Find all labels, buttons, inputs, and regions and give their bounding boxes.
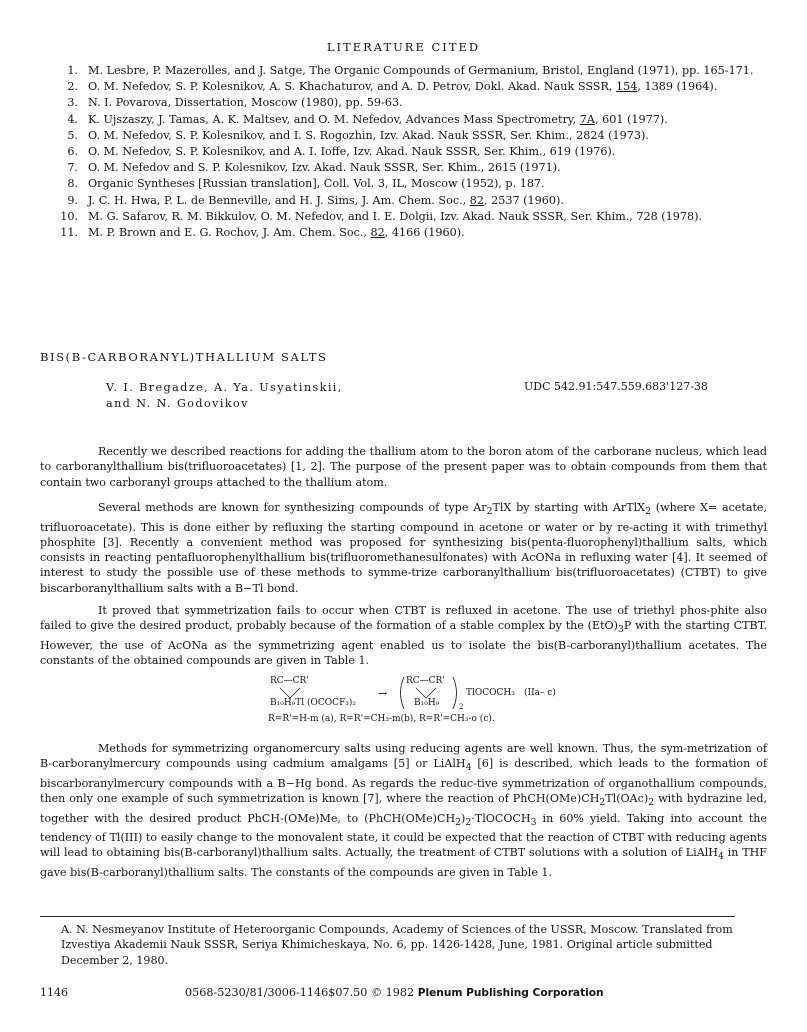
scheme-reactant-top: RC—CR' xyxy=(270,676,309,686)
reference-item xyxy=(40,193,770,208)
reference-item xyxy=(40,79,770,94)
reference-text-part: O. M. Nefedov, S. P. Kolesnikov, A. S. Khachaturov, and A. D. Petrov, Dokl. Akad. Nauk SSSR, xyxy=(88,80,616,94)
reference-text xyxy=(88,225,770,240)
scheme-compound-label: (IIa– c) xyxy=(524,688,556,698)
reference-text: O. M. Nefedov, S. P. Kolesnikov, and I. S. Rogozhin, Izv. Akad. Nauk SSSR, Ser. Khim., 2824 (1973). xyxy=(88,128,649,142)
publication-info xyxy=(185,986,604,999)
scheme-product-tail: TlOCOCH₃ xyxy=(466,688,515,698)
reference-text xyxy=(88,112,770,127)
page-number: 1146 xyxy=(40,986,68,999)
paragraph-3: It proved that symmetrization fails to occur when CTBT is refluxed in acetone. The use of triethyl phos-phite also failed to give the desired product, probably because of the formation of a stable complex by the $(EtO)_3P$ with the starting CTBT. However, the use of AcONa as the symmetrizing agent enabled us to isolate the bis(B-carboranyl)thallium acetates. The constants of the obtained compounds are given in Table 1. xyxy=(40,604,767,668)
scheme-paren-left xyxy=(396,676,406,710)
reference-number: 6. xyxy=(67,145,78,159)
reference-text: M. Lesbre, P. Mazerolles, and J. Satge, The Organic Compounds of Germanium, Bristol, England (1971), pp. 165-171. xyxy=(88,64,754,77)
reference-item xyxy=(40,95,770,110)
scheme-product-bottom: B₁₀H₉ xyxy=(414,698,440,708)
reference-number: 8. xyxy=(67,177,78,191)
reference-number: 1. xyxy=(67,64,78,77)
reference-number: 11. xyxy=(60,226,78,240)
article-title: BIS(B-CARBORANYL)THALLIUM SALTS xyxy=(40,350,328,364)
scheme-reactant-bottom: B₁₀H₉Tl (OCOCF₃)₂ xyxy=(270,698,357,708)
reference-volume: 82 xyxy=(469,193,485,207)
price-code: 0568-5230/81/3006-1146$07.50 xyxy=(185,986,368,999)
reference-item xyxy=(40,209,770,224)
copyright: © 1982 xyxy=(370,986,415,999)
authors-line-2: and N. N. Godovikov xyxy=(106,397,249,410)
footnote-divider xyxy=(40,916,735,917)
scheme-product-top: RC—CR' xyxy=(406,676,445,686)
reference-number: 7. xyxy=(67,161,78,175)
footnote: A. N. Nesmeyanov Institute of Heteroorganic Compounds, Academy of Sciences of the USSR, Moscow. Translated from Izvestiya Akademii Nauk SSSR, Seriya Khimicheskaya, No. 6, pp. 1426-1428, June, 1981. Original article submitted December 2, 1980. xyxy=(61,923,733,967)
reference-volume: 7A xyxy=(579,112,595,126)
scheme-subscript: 2 xyxy=(459,703,464,711)
reference-item xyxy=(40,225,770,240)
reference-text-part: , 4166 (1960). xyxy=(384,226,465,240)
reference-item xyxy=(40,144,770,159)
scheme-conditions: R=R'=H-m (a), R=R'=CH₃-m(b), R=R'=CH₃-o (c). xyxy=(268,714,495,724)
reference-text-part: , 1389 (1964). xyxy=(637,80,718,94)
reference-number: 5. xyxy=(67,128,78,142)
reference-item xyxy=(40,160,770,175)
reference-number: 10. xyxy=(60,209,78,223)
reference-text: M. G. Safarov, R. M. Bikkulov, O. M. Nefedov, and I. E. Dolgii, Izv. Akad. Nauk SSSR, Ser. Khim., 728 (1978). xyxy=(88,209,703,223)
authors-line-1: V. I. Bregadze, A. Ya. Usyatinskii, xyxy=(106,381,343,394)
reference-text: O. M. Nefedov, S. P. Kolesnikov, and A. I. Ioffe, Izv. Akad. Nauk SSSR, Ser. Khim., 619 (1976). xyxy=(88,145,616,159)
reference-text-part: M. P. Brown and E. G. Rochov, J. Am. Chem. Soc., xyxy=(88,226,371,240)
reference-text xyxy=(88,193,770,208)
udc-code: UDC 542.91:547.559.683'127-38 xyxy=(524,380,708,393)
reference-text xyxy=(88,79,770,94)
scheme-arrow: → xyxy=(378,687,388,700)
reference-text-part: J. C. H. Hwa, P. L. de Benneville, and H. J. Sims, J. Am. Chem. Soc., xyxy=(88,193,470,207)
reference-text-part: K. Ujszaszy, J. Tamas, A. K. Maltsev, and O. M. Nefedov, Advances Mass Spectrometry, xyxy=(88,112,580,126)
literature-cited-heading: LITERATURE CITED xyxy=(326,40,481,54)
reference-item xyxy=(40,112,770,127)
reference-text: N. I. Povarova, Dissertation, Moscow (1980), pp. 59-63. xyxy=(88,96,403,110)
reference-number: 2. xyxy=(67,80,78,94)
reference-list xyxy=(40,63,770,241)
reference-volume: 154 xyxy=(616,80,638,94)
reference-text-part: , 2537 (1960). xyxy=(484,193,564,207)
reaction-scheme xyxy=(268,676,568,730)
reference-text: O. M. Nefedov and S. P. Kolesnikov, Izv. Akad. Nauk SSSR, Ser. Khim., 2615 (1971). xyxy=(88,161,561,175)
reference-text-part: , 601 (1977). xyxy=(594,112,668,126)
paragraph-4: Methods for symmetrizing organomercury salts using reducing agents are well known. Thus, the sym-metrization of B-carboranylmercury compounds using cadmium amalgams [5] or LiAlH$_4$ [6] is described, which leads to the formation of biscarboranylmercury compounds with a B−Hg bond. As regards the reduc-tive symmetrization of organothallium compounds, then only one example of such symmetrization is known [7], where the reaction of $PhCH(OMe)CH_2Tl(OAc)_2$ with hydrazine led, together with the desired product PhCH-(OMe)Me, to $(PhCH(OMe)CH_2)_2\cdot TlOCOCH_3$ in 60% yield. Taking into account the tendency of Tl(III) to easily change to the monovalent state, it could be expected that the reaction of CTBT with reducing agents will lead to obtaining bis(B-carboranyl)thallium salts. Actually, the treatment of CTBT solutions with a solution of LiAlH$_4$ in THF gave bis(B-carboranyl)thallium salts. The constants of the compounds are given in Table 1. xyxy=(40,742,767,879)
reference-number: 3. xyxy=(67,96,78,110)
paragraph-2: Several methods are known for synthesizing compounds of type $Ar_2TlX$ by starting with ArTlX$_2$ (where X= acetate, trifluoroacetate). This is done either by refluxing the starting compound in acetone or water or by re-acting it with trimethyl phosphite [3]. Recently a convenient method was proposed for synthesizing bis(penta-fluorophenyl)thallium salts, which consists in reacting pentafluorophenylthallium bis(trifluoromethanesulfonates) with AcONa in refluxing water [4]. It seemed of interest to study the possible use of these methods to symme-trize carboranylthallium bis(trifluoroacetates) (CTBT) to give biscarboranylthallium salts with a B−Tl bond. xyxy=(40,501,767,595)
reference-item xyxy=(40,128,770,143)
article-authors xyxy=(106,380,343,412)
reference-number: 9. xyxy=(67,193,78,207)
reference-item xyxy=(40,63,770,78)
paragraph-1: Recently we described reactions for adding the thallium atom to the boron atom of the carborane nucleus, which lead to carboranylthallium bis(trifluoroacetates) [1, 2]. The purpose of the present paper was to obtain compounds from them that contain two carboranyl groups attached to the thallium atom. xyxy=(40,445,767,489)
reference-volume: 82 xyxy=(370,226,385,240)
publisher: Plenum Publishing Corporation xyxy=(417,987,604,999)
reference-item xyxy=(40,176,770,191)
reference-number: 4. xyxy=(67,112,78,126)
reference-text: Organic Syntheses [Russian translation], Coll. Vol. 3, IL, Moscow (1952), p. 187. xyxy=(88,177,545,191)
